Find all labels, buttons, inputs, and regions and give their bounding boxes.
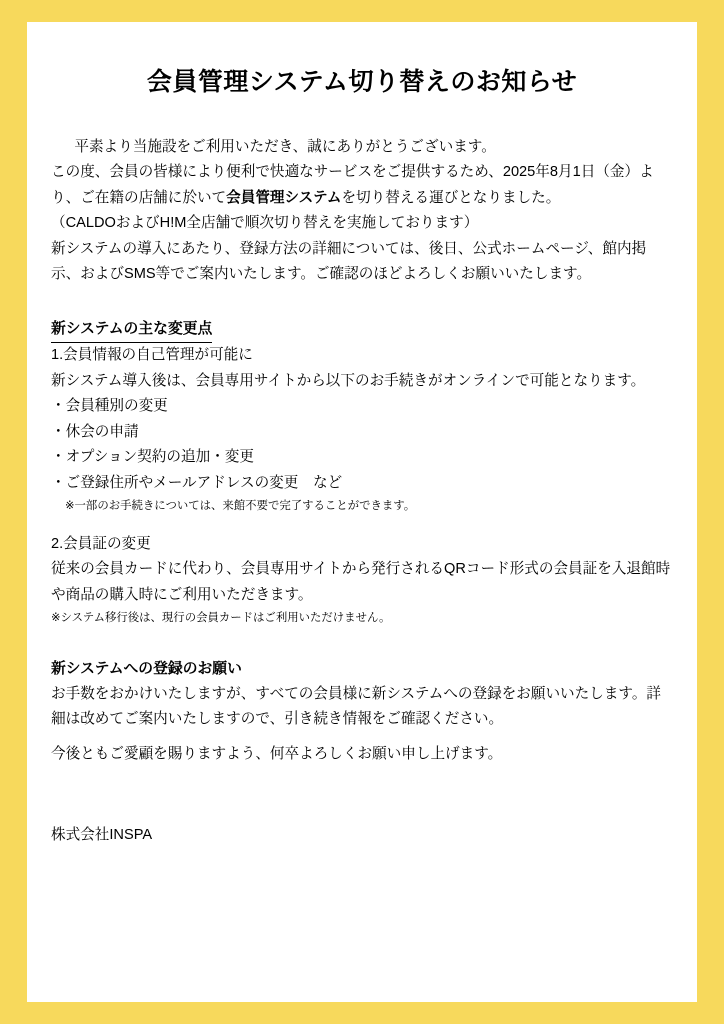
section-1-heading-wrap (51, 318, 673, 344)
page-title (51, 66, 673, 101)
section-1-bullet-note: ※一部のお手続きについては、来館不要で完了することができます。 (65, 499, 416, 512)
section-1-item-1-title: 1.会員情報の自己管理が可能に (51, 347, 253, 364)
section-1-heading: 新システムの主な変更点 (51, 318, 212, 344)
intro-line-2 (51, 160, 673, 211)
intro-block (51, 135, 673, 288)
intro-line-3: （CALDOおよびH!M全店舗で順次切り替えを実施しております） (51, 215, 479, 232)
section-2-body: お手数をおかけいたしますが、すべての会員様に新システムへの登録をお願いいたします。詳細は改めてご案内いたしますので、引き続き情報をご確認ください。 (51, 685, 662, 728)
list-item: ・休会の申請 (51, 423, 139, 440)
title-text: 会員管理システム切り替えのお知らせ (146, 68, 578, 96)
list-item: ・オプション契約の追加・変更 (51, 449, 254, 466)
intro-line-4: 新システムの導入にあたり、登録方法の詳細については、後日、公式ホームページ、館内掲示、およびSMS等でご案内いたします。ご確認のほどよろしくお願いいたします。 (51, 240, 647, 283)
spacer-3 (51, 628, 673, 658)
section-1-item-2-note: ※システム移行後は、現行の会員カードはご利用いただけません。 (51, 611, 391, 624)
list-item: ・ご登録住所やメールアドレスの変更 など (51, 475, 343, 492)
section-1-item-2-title: 2.会員証の変更 (51, 535, 151, 552)
section-2-heading: 新システムへの登録のお願い (51, 660, 242, 677)
section-1-item-2-body: 従来の会員カードに代わり、会員専用サイトから発行されるQRコード形式の会員証を入退館時や商品の購入時にご利用いただきます。 (51, 561, 671, 603)
intro-line-2-a: この度、会員の皆様により便利で快適なサービスをご提供するため、2025年8月1日（金）より、ご在籍の店舗に於いて (51, 164, 654, 206)
title-highlight-bar (143, 96, 581, 104)
section-1-item-1-body: 新システム導入後は、会員専用サイトから以下のお手続きがオンラインで可能となります。 (51, 372, 646, 389)
intro-line-2-strong: 会員管理システム (226, 189, 342, 206)
intro-line-1: 平素より当施設をご利用いただき、誠にありがとうございます。 (74, 138, 496, 155)
document-page (27, 22, 697, 1002)
section-2-closing: 今後ともご愛顧を賜りますよう、何卒よろしくお願い申し上げます。 (51, 745, 503, 762)
section-2 (51, 658, 673, 767)
signature: 株式会社INSPA (51, 827, 153, 844)
document-body (27, 22, 697, 849)
intro-line-2-b: を切り替える運びとなりました。 (341, 189, 561, 206)
title-highlighted (143, 66, 581, 101)
list-item: ・会員種別の変更 (51, 398, 168, 415)
spacer-4 (51, 733, 673, 742)
spacer-5 (51, 767, 673, 823)
section-1 (51, 318, 673, 628)
spacer-2 (51, 516, 673, 532)
spacer-1 (51, 288, 673, 318)
